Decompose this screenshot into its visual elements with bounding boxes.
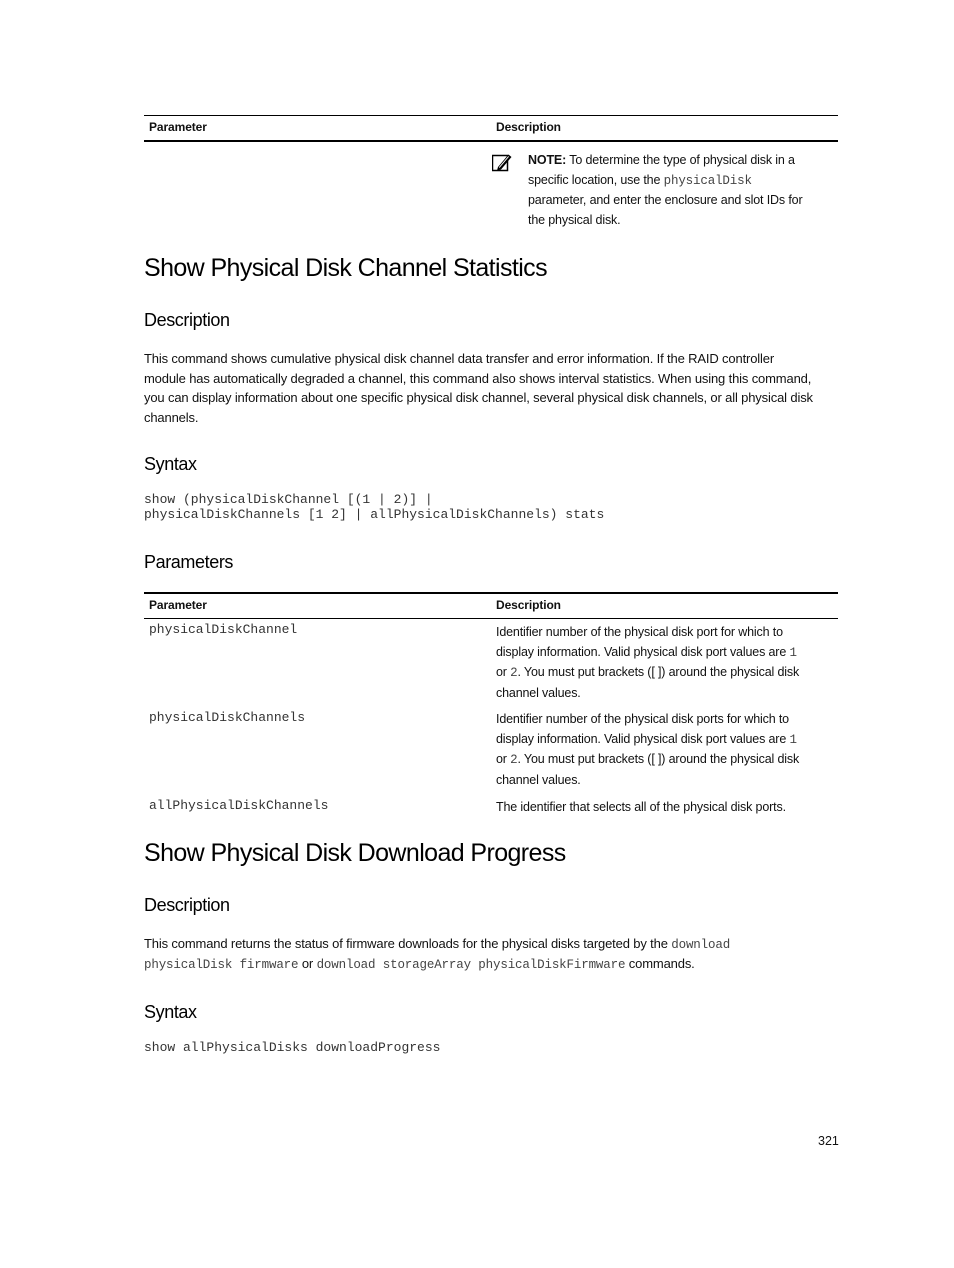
top-table-top-rule bbox=[144, 115, 838, 116]
section2-description-heading: Description bbox=[144, 895, 230, 915]
param-description: Identifier number of the physical disk port for which to display information. Valid physical disk port values are 1 or 2. You must put brackets ([ ]) around the physical disk channel values. bbox=[496, 625, 800, 700]
param-name: allPhysicalDiskChannels bbox=[149, 798, 329, 813]
top-table-header-rule bbox=[144, 140, 838, 142]
params-header-parameter: Parameter bbox=[149, 598, 207, 612]
note-text: NOTE: To determine the type of physical disk in a specific location, use the physicalDisk parameter, and enter the enclosure and slot IDs for the physical disk. bbox=[528, 153, 803, 227]
section1-description-heading: Description bbox=[144, 310, 230, 330]
section1-syntax-line-1: show (physicalDiskChannel [(1 | 2)] | bbox=[144, 492, 433, 507]
section1-syntax-line-2: physicalDiskChannels [1 2] | allPhysicalDiskChannels) stats bbox=[144, 507, 605, 522]
section2-syntax-line: show allPhysicalDisks downloadProgress bbox=[144, 1040, 441, 1055]
param-name: physicalDiskChannels bbox=[149, 710, 306, 725]
top-table-header-description: Description bbox=[496, 120, 561, 134]
page-number: 321 bbox=[818, 1134, 839, 1148]
section1-syntax-heading: Syntax bbox=[144, 454, 197, 474]
note-inline-code: physicalDisk bbox=[663, 173, 752, 188]
note-pencil-icon bbox=[492, 153, 512, 173]
note-label: NOTE: bbox=[528, 153, 567, 167]
params-table-top-rule bbox=[144, 592, 838, 594]
param-description: Identifier number of the physical disk ports for which to display information. Valid physical disk port values are 1 or 2. You must put brackets ([ ]) around the physical disk channel values. bbox=[496, 712, 800, 787]
section1-parameters-heading: Parameters bbox=[144, 552, 234, 572]
param-name: physicalDiskChannel bbox=[149, 622, 298, 637]
section2-title: Show Physical Disk Download Progress bbox=[144, 839, 566, 867]
section1-title: Show Physical Disk Channel Statistics bbox=[144, 254, 547, 282]
params-header-description: Description bbox=[496, 598, 561, 612]
top-table-header-parameter: Parameter bbox=[149, 120, 207, 134]
params-table-header-rule bbox=[144, 618, 838, 619]
section2-syntax-heading: Syntax bbox=[144, 1002, 197, 1022]
param-description: The identifier that selects all of the physical disk ports. bbox=[496, 800, 786, 814]
